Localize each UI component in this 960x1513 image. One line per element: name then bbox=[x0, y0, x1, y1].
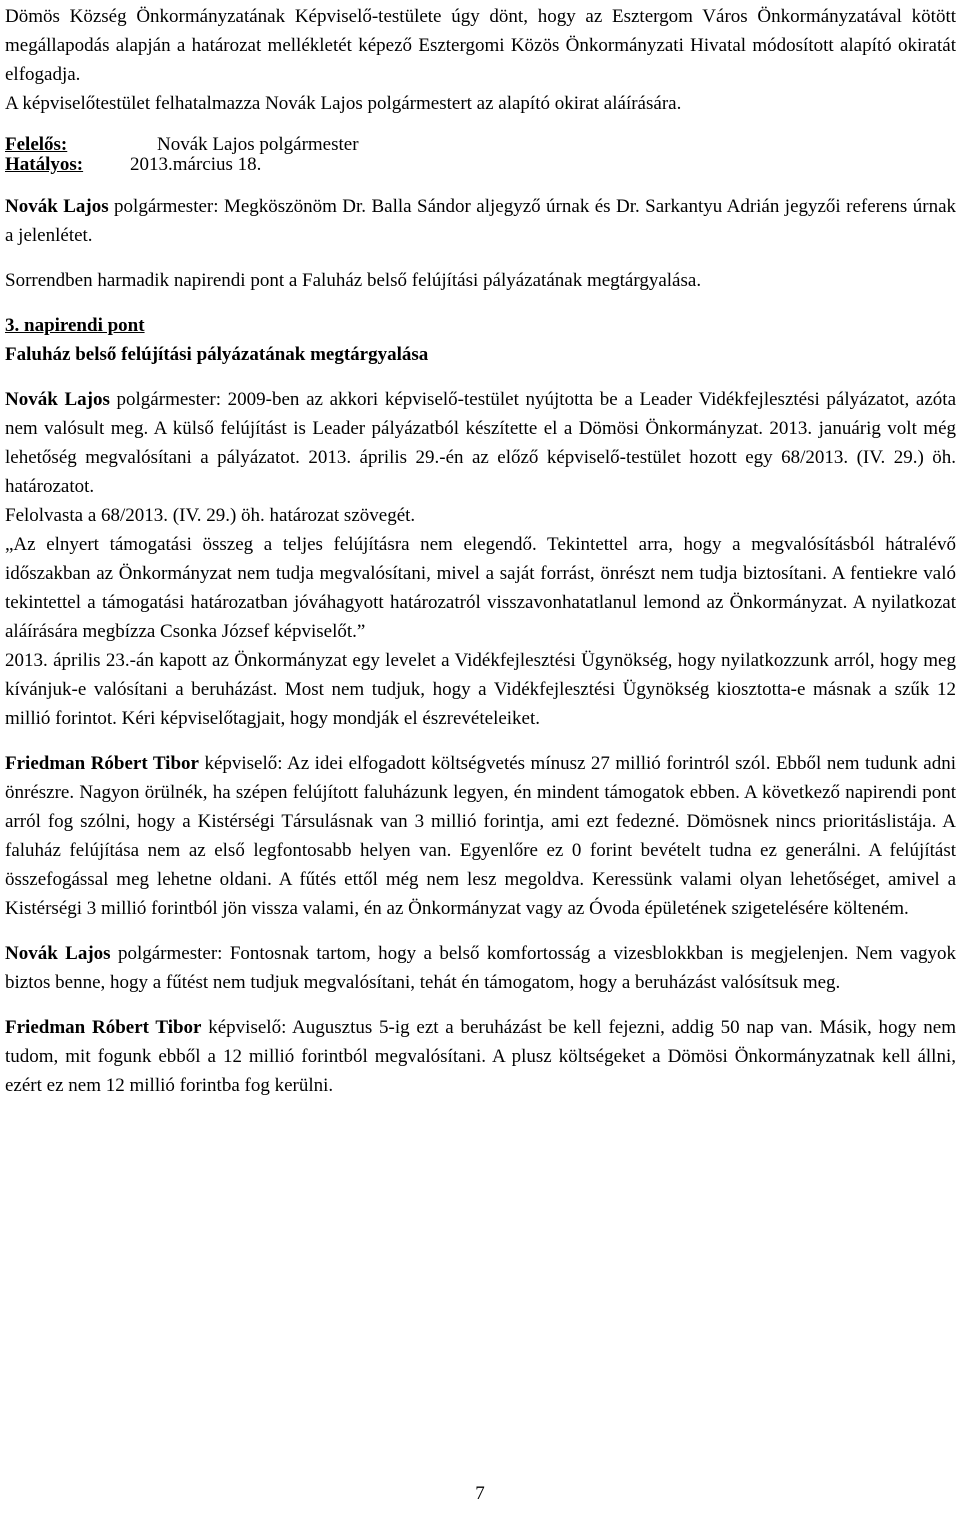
speech-text: polgármester: Fontosnak tartom, hogy a belső komfortosság a vizesblokkban is megjelenjen. Nem vagyok biztos benne, hogy a fűtést nem tudjuk megvalósítani, tehát én támogatom, hogy a beruházást valósítsuk meg. bbox=[5, 943, 956, 993]
responsible-row bbox=[5, 134, 956, 156]
mayor-statement-1 bbox=[5, 385, 956, 501]
thanks-paragraph bbox=[5, 192, 956, 250]
effective-row bbox=[5, 154, 956, 176]
representative-statement-1 bbox=[5, 749, 956, 923]
speech-text: polgármester: Megköszönöm Dr. Balla Sándor aljegyző úrnak és Dr. Sarkantyu Adrián jegyzői referens úrnak a jelenlétet. bbox=[5, 196, 957, 246]
effective-value: 2013.március 18. bbox=[130, 154, 262, 175]
speaker-name: Novák Lajos bbox=[5, 196, 109, 217]
resolution-read-line: Felolvasta a 68/2013. (IV. 29.) öh. határozat szövegét. bbox=[5, 505, 416, 526]
speaker-name: Novák Lajos bbox=[5, 943, 111, 964]
page-number: 7 bbox=[475, 1483, 485, 1504]
letter-paragraph: 2013. április 23.-án kapott az Önkormányzat egy levelet a Vidékfejlesztési Ügynökség, hogy nyilatkozzunk arról, hogy meg kívánjuk-e valósítani a beruházást. Most nem tudjuk, hogy a Vidékfejlesztési Ügynökség kiosztotta-e másnak a szűk 12 millió forintot. Kéri képviselőtagjait, hogy mondják el észrevételeiket. bbox=[5, 650, 956, 729]
speech-text: képviselő: Az idei elfogadott költségvetés mínusz 27 millió forintról szól. Ebből nem tudunk adni önrészre. Nagyon örülnék, ha szépen felújított faluházunk legyen, én mindent támogatok ebben. A következő napirendi pont arról fog szólni, hogy a Kistérségi Társulásnak van 3 millió forintja, ami ezt fedezné. Dömösnek nincs prioritáslistája. A faluház felújítása nem az első legfontosabb helyen van. Egyenlőre ez 0 forint bevételt tudna ez generálni. A felújítást összefogással meg lehetne oldani. A fűtés ettől még nem lesz megoldva. Keressünk valami olyan lehetőséget, amivel a Kistérségi 3 millió forintból jön vissza valami, én az Önkormányzat vagy az Óvoda épületének szigetelésére költeném. bbox=[5, 753, 957, 919]
agenda-title: Faluház belső felújítási pályázatának megtárgyalása bbox=[5, 344, 429, 365]
speaker-name: Friedman Róbert Tibor bbox=[5, 1017, 202, 1038]
authorization-paragraph: A képviselőtestület felhatalmazza Novák Lajos polgármestert az alapító okirat aláírására. bbox=[5, 93, 682, 114]
speaker-name: Novák Lajos bbox=[5, 389, 110, 410]
mayor-statement-2 bbox=[5, 939, 956, 997]
representative-statement-2 bbox=[5, 1013, 956, 1100]
speaker-name: Friedman Róbert Tibor bbox=[5, 753, 199, 774]
responsible-value: Novák Lajos polgármester bbox=[157, 134, 359, 155]
agenda-heading: 3. napirendi pont bbox=[5, 315, 145, 336]
resolution-quote: „Az elnyert támogatási összeg a teljes felújításra nem elegendő. Tekintettel arra, hogy a megvalósításból hátralévő időszakban az Önkormányzat nem tudja megvalósítani, mivel a saját forrást, önrészt nem tudja biztosítani. A fentiekre való tekintettel a támogatási határozatban jóváhagyott határozatról visszavonhatatlanul lemond az Önkormányzat. A nyilatkozat aláírására megbízza Csonka József képviselőt.” bbox=[5, 534, 956, 642]
responsible-label: Felelős: bbox=[5, 134, 68, 155]
agenda-order-paragraph: Sorrendben harmadik napirendi pont a Faluház belső felújítási pályázatának megtárgyalása. bbox=[5, 270, 702, 291]
speech-text: képviselő: Augusztus 5-ig ezt a beruházást be kell fejezni, addig 50 nap van. Másik, hogy nem tudom, mit fogunk ebből a 12 millió forintból megvalósítani. A plusz költségeket a Dömösi Önkormányzatnak kell állni, ezért ez nem 12 millió forintba fog kerülni. bbox=[5, 1017, 956, 1096]
speech-text: polgármester: 2009-ben az akkori képviselő-testület nyújtotta be a Leader Vidékfejlesztési pályázatot, azóta nem valósult meg. A külső felújítást is Leader pályázatból készítette el a Dömösi Önkormányzat. 2013. januárig volt még lehetőség megvalósítani a pályázatot. 2013. április 29.-én az előző képviselő-testület hozott egy 68/2013. (IV. 29.) öh. határozatot. bbox=[5, 389, 956, 497]
document-page bbox=[5, 2, 956, 1100]
effective-label: Hatályos: bbox=[5, 154, 84, 175]
intro-paragraph: Dömös Község Önkormányzatának Képviselő-testülete úgy dönt, hogy az Esztergom Város Önkormányzatával kötött megállapodás alapján a határozat mellékletét képező Esztergomi Közös Önkormányzati Hivatal módosított alapító okiratát elfogadja. bbox=[5, 6, 956, 85]
